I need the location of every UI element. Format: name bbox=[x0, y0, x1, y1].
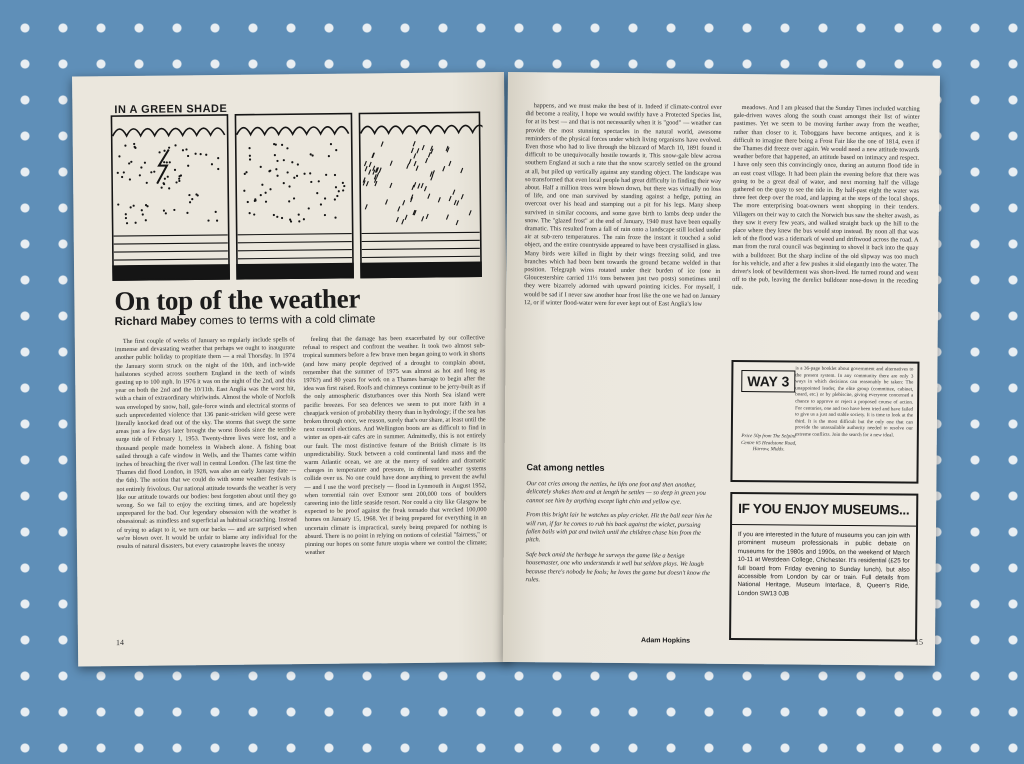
rain-streak bbox=[456, 220, 458, 225]
snow-dot bbox=[173, 209, 175, 211]
snow-dot bbox=[207, 219, 209, 221]
snow-dot bbox=[130, 161, 132, 163]
snow-dot bbox=[308, 207, 310, 209]
snow-dot bbox=[215, 211, 217, 213]
ground-line bbox=[238, 250, 352, 251]
snow-dot bbox=[163, 161, 165, 163]
rain-streak bbox=[366, 181, 368, 186]
snow-dot bbox=[128, 162, 130, 164]
rain-streak bbox=[390, 161, 392, 166]
snow-dot bbox=[165, 212, 167, 214]
snow-dot bbox=[287, 171, 289, 173]
snow-dot bbox=[205, 154, 207, 156]
ground-band bbox=[361, 262, 481, 277]
snow-dot bbox=[253, 213, 255, 215]
poem-stanza-2: From this bright lair he watches us play cricket. Hit the ball near him he will run, if far he comes to rub his back against the wicket, pursuing fallen bails with pat and twitch until the children chase him from the pitch. bbox=[525, 511, 713, 544]
ground-line bbox=[114, 235, 228, 236]
snow-dot bbox=[293, 177, 295, 179]
rain-streak bbox=[418, 183, 420, 188]
rain-streak bbox=[426, 158, 428, 163]
rain-streak bbox=[402, 219, 404, 224]
snow-dot bbox=[316, 192, 318, 194]
snow-dot bbox=[117, 172, 119, 174]
snow-dot bbox=[169, 161, 171, 163]
rain-streak bbox=[414, 182, 416, 187]
snow-dot bbox=[140, 166, 142, 168]
snow-dot bbox=[338, 190, 340, 192]
snow-dot bbox=[125, 213, 127, 215]
rain-streak bbox=[369, 170, 371, 175]
cloud-outline bbox=[361, 125, 485, 133]
snow-dot bbox=[276, 216, 278, 218]
rain-streak bbox=[432, 170, 434, 175]
rain-streak bbox=[428, 152, 430, 157]
rain-streak bbox=[431, 175, 433, 180]
snow-dot bbox=[269, 188, 271, 190]
snow-dot bbox=[303, 218, 305, 220]
snow-dot bbox=[168, 147, 170, 149]
way3-advert bbox=[730, 360, 919, 484]
weather-cartoon-panels bbox=[110, 102, 484, 282]
museums-advert bbox=[729, 492, 918, 642]
right-column-2 bbox=[732, 104, 920, 294]
snow-dot bbox=[298, 220, 300, 222]
snow-dot bbox=[309, 172, 311, 174]
snow-dot bbox=[144, 162, 146, 164]
snow-dot bbox=[334, 216, 336, 218]
snow-dot bbox=[276, 160, 278, 162]
rain-streak bbox=[369, 162, 371, 167]
section-kicker: IN A GREEN SHADE bbox=[114, 102, 228, 117]
rain-streak bbox=[454, 200, 456, 205]
snow-dot bbox=[186, 212, 188, 214]
left-page bbox=[72, 72, 510, 666]
rain-streak bbox=[414, 153, 416, 158]
poem-stanza-3: Safe back amid the herbage he surveys the game like a benign housemaster, one who understands it well but seldom plays. We laugh because there's nobody he fools; he loves the game but doesn't know the rules. bbox=[525, 551, 710, 584]
snow-dot bbox=[135, 222, 137, 224]
snow-dot bbox=[336, 195, 338, 197]
snow-dot bbox=[191, 198, 193, 200]
way3-address: Price 50p from The Selpine Centre 65 Headstone Road, Harrow, Middx. bbox=[741, 434, 797, 453]
snow-dot bbox=[130, 206, 132, 208]
rain-streak bbox=[413, 141, 415, 146]
snow-dot bbox=[211, 163, 213, 165]
snow-dot bbox=[217, 168, 219, 170]
rain-streak bbox=[421, 183, 423, 188]
ground-line bbox=[114, 243, 228, 244]
rain-streak bbox=[469, 210, 471, 215]
snow-dot bbox=[310, 153, 312, 155]
snow-dot bbox=[274, 154, 276, 156]
way3-title: WAY 3 bbox=[741, 370, 795, 392]
snow-dot bbox=[296, 175, 298, 177]
rain-streak bbox=[405, 215, 407, 220]
snow-dot bbox=[318, 180, 320, 182]
ground-line bbox=[362, 248, 480, 249]
magazine-spread bbox=[72, 72, 942, 672]
rain-streak bbox=[390, 183, 392, 188]
snow-dot bbox=[293, 197, 295, 199]
rain-streak bbox=[449, 196, 451, 201]
snow-dot bbox=[174, 144, 176, 146]
snow-dot bbox=[249, 158, 251, 160]
rain-streak bbox=[430, 171, 432, 176]
ground-line bbox=[114, 259, 228, 260]
snow-dot bbox=[335, 186, 337, 188]
snow-dot bbox=[178, 180, 180, 182]
snow-dot bbox=[161, 187, 163, 189]
ground-line bbox=[362, 256, 480, 257]
poem bbox=[526, 480, 717, 586]
rain-streak bbox=[449, 161, 451, 166]
snow-dot bbox=[249, 212, 251, 214]
rain-streak bbox=[365, 204, 367, 209]
snow-dot bbox=[248, 147, 250, 149]
rain-streak bbox=[364, 161, 366, 166]
rain-streak bbox=[412, 185, 414, 190]
snow-dot bbox=[286, 147, 288, 149]
rain-streak bbox=[438, 197, 440, 202]
cartoon-panel bbox=[111, 115, 229, 280]
rain-streak bbox=[428, 194, 430, 199]
rain-streak bbox=[385, 199, 387, 204]
cloud-outline bbox=[113, 128, 225, 136]
rain-streak bbox=[426, 214, 428, 219]
snow-dot bbox=[334, 198, 336, 200]
poem-stanza-1: Our cat cries among the nettles, he lifts one foot and then another, delicately shakes them and at length he settles — so deep in green you cannot see him by anything except light chin and yellow eye. bbox=[526, 480, 706, 506]
rain-streak bbox=[422, 145, 424, 150]
snow-dot bbox=[312, 154, 314, 156]
snow-dot bbox=[182, 149, 184, 151]
way3-text: is a 36-page booklet about government and alternatives to the present system. In any community there are only 3 ways in which decisions can reasonably be taken: The unappointed leader, the elite group (committee, cabinet, board, etc.) or by plebiscite, giving everyone concerned a chance to approve or reject a proposed course of action. For centuries, one and two have been tried and have failed to give us a just and stable society. It is time to look at the third. It is the most difficult but the only one that can provide the unassailable authority needed to resolve our extreme conflicts. Join the search for a new ideal. bbox=[794, 366, 914, 439]
rain-streak bbox=[453, 190, 455, 195]
snow-dot bbox=[297, 163, 299, 165]
rain-streak bbox=[398, 206, 400, 211]
byline bbox=[115, 313, 376, 328]
snow-dot bbox=[163, 150, 165, 152]
snow-dot bbox=[265, 201, 267, 203]
snow-dot bbox=[123, 171, 125, 173]
snow-dot bbox=[142, 213, 144, 215]
ground-line bbox=[238, 242, 352, 243]
ground-band bbox=[113, 265, 229, 280]
snow-dot bbox=[174, 169, 176, 171]
snow-dot bbox=[324, 197, 326, 199]
right-column-2-text: meadows. And I am pleased that the Sunday Times included watching gale-driven waves along the south coast amongst their list of winter pastimes. Yet we seem to be moving further away from the weather, rather than closer to it. Toboggans have become antiques, and it is difficult to imagine there being a Frost Fair like the one of 1814, even if the Thames did freeze over again. We would need a new attitude towards weather before that happened, an attitude based on intimacy and respect. I have only seen this convincingly once, during an autumn flood tide in an east coast village. It had been plain the evening before that there was going to be a great deal of water, and next morning half the village gathered on the quay to see the tide in. By half-past eight the water was three feet deep over the road, and lapping at the steps of the local shops. The more enterprising boat-owners went shopping in their tenders. Villagers on their way to catch the Norwich bus saw the shelter awash, as they saw it every few years, and walked straight back up the hill to the place where they knew the bus would stop instead. By noon all that was left of the flood was a tidemark of weed and driftwood across the road. A man from the rural council was beginning to shovel it back into the quay with a bulldozer. But the sharp incline of the old slipway was too much for his vehicle, and after a few pushes it slid elegantly into the water. The driver's look of bewilderment was short-lived. He turned round and went off to the pub, leaving the derelict bulldozer nose-down in the receding tide. bbox=[732, 104, 920, 292]
snow-dot bbox=[260, 166, 262, 168]
snow-dot bbox=[126, 222, 128, 224]
snow-dot bbox=[245, 171, 247, 173]
snow-dot bbox=[175, 181, 177, 183]
snow-dot bbox=[187, 165, 189, 167]
snow-dot bbox=[118, 155, 120, 157]
snow-dot bbox=[133, 143, 135, 145]
snow-dot bbox=[153, 171, 155, 173]
snow-dot bbox=[298, 214, 300, 216]
snow-dot bbox=[141, 209, 143, 211]
snow-dot bbox=[189, 201, 191, 203]
left-column-2 bbox=[303, 334, 487, 557]
lightning-bolt bbox=[157, 150, 169, 184]
snow-dot bbox=[342, 182, 344, 184]
cloud-outline bbox=[237, 127, 349, 135]
page-number-left: 14 bbox=[115, 638, 125, 648]
snow-dot bbox=[330, 143, 332, 145]
snow-dot bbox=[342, 189, 344, 191]
snow-dot bbox=[121, 176, 123, 178]
snow-dot bbox=[265, 192, 267, 194]
snow-dot bbox=[260, 194, 262, 196]
rain-streak bbox=[403, 200, 405, 205]
snow-dot bbox=[139, 174, 141, 176]
snow-dot bbox=[178, 178, 180, 180]
snow-dot bbox=[328, 155, 330, 157]
byline-author: Richard Mabey bbox=[114, 315, 197, 329]
snow-dot bbox=[325, 174, 327, 176]
snow-dot bbox=[150, 171, 152, 173]
ground-line bbox=[362, 240, 480, 241]
page-number-right: 15 bbox=[915, 637, 924, 647]
snow-dot bbox=[168, 187, 170, 189]
snow-dot bbox=[303, 173, 305, 175]
snow-dot bbox=[133, 205, 135, 207]
ground-line bbox=[238, 234, 352, 235]
snow-dot bbox=[273, 214, 275, 216]
poem-author: Adam Hopkins bbox=[641, 637, 691, 645]
right-column-1 bbox=[524, 102, 722, 309]
snow-dot bbox=[320, 203, 322, 205]
snow-dot bbox=[324, 214, 326, 216]
rain-streak bbox=[422, 216, 424, 221]
snow-dot bbox=[167, 176, 169, 178]
rain-streak bbox=[443, 166, 445, 171]
snow-dot bbox=[164, 178, 166, 180]
rain-streak bbox=[417, 148, 419, 153]
byline-rest: comes to terms with a cold climate bbox=[196, 313, 376, 328]
snow-dot bbox=[275, 168, 277, 170]
snow-dot bbox=[291, 161, 293, 163]
snow-dot bbox=[276, 175, 278, 177]
snow-dot bbox=[261, 184, 263, 186]
snow-dot bbox=[334, 174, 336, 176]
snow-dot bbox=[163, 210, 165, 212]
rain-streak bbox=[365, 166, 367, 171]
snow-dot bbox=[283, 159, 285, 161]
rain-streak bbox=[407, 164, 409, 169]
right-page bbox=[503, 72, 940, 666]
ground-line bbox=[238, 258, 352, 259]
rain-streak bbox=[411, 148, 413, 153]
museums-title: IF YOU ENJOY MUSEUMS... bbox=[738, 501, 910, 518]
museums-rule bbox=[732, 524, 916, 527]
snow-dot bbox=[247, 201, 249, 203]
snow-dot bbox=[335, 149, 337, 151]
snow-dot bbox=[244, 173, 246, 175]
snow-dot bbox=[283, 182, 285, 184]
rain-streak bbox=[377, 173, 379, 178]
snow-dot bbox=[200, 153, 202, 155]
snow-dot bbox=[281, 144, 283, 146]
rain-streak bbox=[414, 161, 416, 166]
poem-title: Cat among nettles bbox=[526, 462, 605, 473]
headline: On top of the weather bbox=[114, 283, 361, 317]
rain-streak bbox=[461, 194, 463, 199]
rain-streak bbox=[461, 168, 463, 173]
rain-streak bbox=[416, 166, 418, 171]
ground-band bbox=[237, 264, 353, 279]
snow-dot bbox=[288, 200, 290, 202]
snow-dot bbox=[243, 190, 245, 192]
snow-dot bbox=[145, 219, 147, 221]
snow-dot bbox=[310, 181, 312, 183]
left-column-1-text: The first couple of weeks of January so regularly include spells of immense and devastating weather that perhaps we ought to inaugurate another public holiday to propitiate them — a real Thorsday. In 1974 the January storm struck on the night of the 10th, and inch-wide hailstones scythed across southern England in the teeth of winds gusting up to 100 mph. In 1976 it was on the night of the 2nd, and this year on both the 2nd and the 10/11th. East Anglia was the worst hit, with a chain of extraordinary whirlwinds. Almost the whole of Norfolk was enveloped by snow, hail, gale-force winds and electrical storms of such unprecedented violence that 136 panic-stricken wild geese were literally knocked dead out of the sky. The storms that swept the same areas just a few days later brought the worst floods since the terrible surge tide of February 1, 1953. Twenty-three lives were lost, and a thousand people made homeless in Wisbech alone. A fishing boat sailed through a cafe window in Wells, and the Thames came within inches of breaching the river wall in central London. (The last time the Thames did flood London, in 1928, was also an early January date — the 6th). The notion that we could do with some weather festivals is not entirely frivolous. Our national attitude towards the weather is very like our attitude towards our bodies: best forgotten about until they go wrong. So we fail to enjoy the exciting times, and are hopelessly unprepared for the bad. Our legendary obsession with the weather is obsessional: as mindless and superficial as habitual scratching. Instead of trying to adapt to it, we turn our backs — and are surprised when we're blown over. It would be unfair to blame any individual for the results of natural disasters, but every catastrophe leaves the uneasy bbox=[114, 336, 297, 551]
rain-streak bbox=[379, 168, 381, 173]
snow-dot bbox=[217, 157, 219, 159]
ground-line bbox=[362, 232, 480, 233]
right-column-1-text: happens, and we must make the best of it. Indeed if climate-control ever did become a reality, I hope we would swiftly have a Protected Species list, for at its best — and that is not necessarily when it is "good" — weather can provide the most stunning spectacles in the natural world, awesome reminders of the physical forces under which living organisms have evolved. Even those who had to live through the blizzard of March 10, 1891 found it difficult to be unequivocally hostile towards it. This snow-gale blew across southern England at such a rate that the snow scarcely settled on the ground at all, but piled up vertically against any standing object. The landscape was so transformed that even local people had great difficulty in finding their way about. Half a million trees were blown down, but there was virtually no loss of life, and one man survived by standing against a hedge, putting an overcoat over his head and stamping out a pit for his legs. Many sheep survived in similar cocoons, and some gave birth to lambs deep under the snow. The "glazed frost" at the end of January, 1940 must have been equally dramatic. This resulted from a fall of rain onto a landscape still locked under air at sub-zero temperatures. The rain froze the instant it touched a solid object, and the entire countryside appeared to have been crystallised in glass. Many birds were killed in flight by their wings freezing solid, and tree branches which had been bent towards the ground became welded in that position. Telegraph wires rotated under their burden of ice (one in Gloucestershire carried 11½ tons between just two posts) sometimes until they were bizarrely adorned with upward pointing icicles. For myself, I would be sad if I never saw another hoar frost like the one we had on January 12, or if winter flood-water were for ever kept out of East Anglia's low bbox=[523, 102, 722, 308]
snow-dot bbox=[343, 185, 345, 187]
rain-streak bbox=[381, 142, 383, 147]
snow-dot bbox=[166, 161, 168, 163]
snow-dot bbox=[125, 217, 127, 219]
left-column-2-text: feeling that the damage has been exacerbated by our collective refusal to respect and confront the weather. It took two almost sub-tropical summers before a few brave men began going to work in shorts (and how many people deprived of a drought to complain about, remember that the summer of 1975 was almost as hot and long as 1976?) and 80 years for work on a Thames barrage to begin after the idea was first raised. Roofs and chimneys continue to be jerry-built as if the only atmospheric disturbances over this North Sea island were pacific breezes. For sea defences we seem to put more faith in a cheapjack version of probability theory than in hydrology; if the sea has broken through once, we reason, surely that's our share, at least until the next council elections. And Wellington boots are as difficult to find in winter as open-air cafes are in summer. Admittedly, this is not entirely our fault. The most distinctive feature of the British climate is its unpredictability. Stuck between a cold continental land mass and the warm Atlantic ocean, we are at the mercy of sudden and dramatic changes in temperature and pressure, in different weather systems collide over us. No one could have done anything to prevent the awful — and I use the word precisely — flood in Lynmouth in August 1952, when torrential rain over Exmoor sent 200,000 tons of boulders careering into the little seaside resort. Nor could a city like Glasgow be expected to be proof against the freak tornado that wrecked 100,000 homes on January 15, 1968. Yet if being prepared for everything in an uncertain climate is impractical, surely being prepared for nothing is absurd. There is no point in relying on notions of celestial "fairness," or pinning our hopes on some future utopia where we control the climate; weather bbox=[302, 334, 487, 557]
snow-dot bbox=[194, 153, 196, 155]
snow-dot bbox=[129, 178, 131, 180]
snow-dot bbox=[146, 182, 148, 184]
snow-dot bbox=[124, 145, 126, 147]
snow-dot bbox=[188, 194, 190, 196]
snow-dot bbox=[281, 217, 283, 219]
snow-dot bbox=[185, 148, 187, 150]
cartoon-panel bbox=[235, 114, 353, 279]
left-column-1 bbox=[115, 336, 297, 551]
snow-dot bbox=[249, 155, 251, 157]
museums-body: If you are interested in the future of museums you can join with prominent museum professionals in public debate on museums for the 1980s and 1990s, on the weekend of March 10-11 at Westdean College, Chichester. It's residential (£25 for full board from Friday evening to Sunday lunch), but also accessible from London by car or train. Full details from National Heritage, Museum Interface, 8, Queen's Ride, London SW13 0JB bbox=[737, 531, 910, 598]
ground-line bbox=[114, 251, 228, 252]
rain-streak bbox=[396, 217, 398, 222]
snow-dot bbox=[117, 203, 119, 205]
snow-dot bbox=[187, 155, 189, 157]
rain-streak bbox=[446, 215, 448, 220]
snow-dot bbox=[158, 151, 160, 153]
rain-streak bbox=[424, 186, 426, 191]
snow-dot bbox=[288, 185, 290, 187]
snow-dot bbox=[216, 219, 218, 221]
rain-streak bbox=[457, 201, 459, 206]
rain-streak bbox=[409, 159, 411, 164]
